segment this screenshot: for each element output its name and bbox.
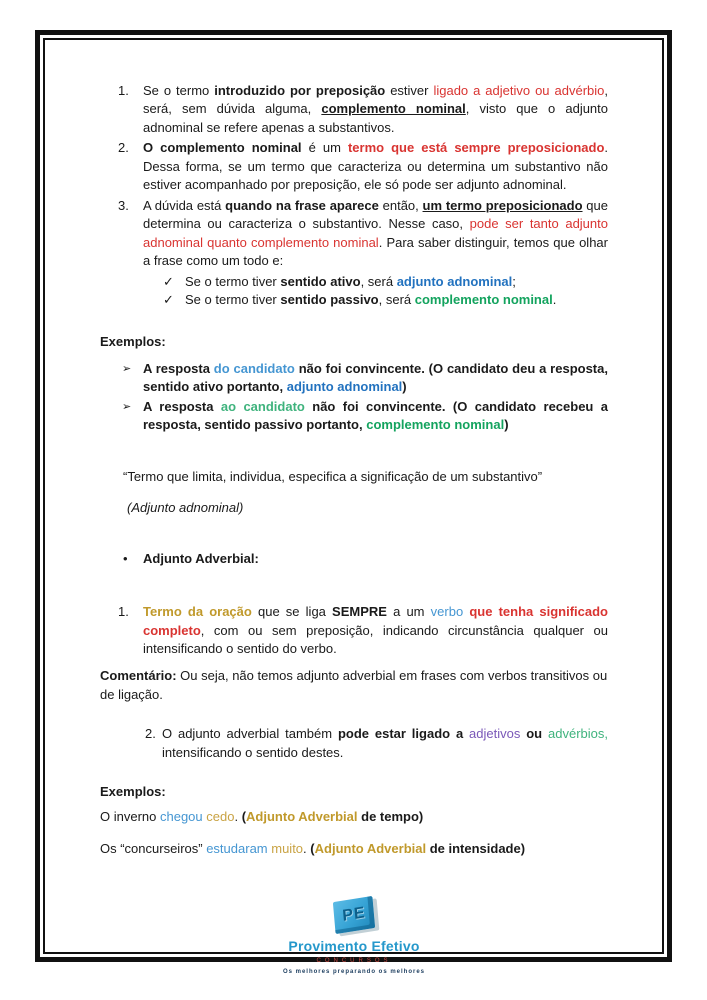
check-list-item xyxy=(163,273,608,291)
list-item-text: Termo da oração que se liga SEMPRE a um verbo que tenha significado completo, com ou sem preposição, indicando circunstância qualquer ou intensificando o sentido do verbo. xyxy=(143,604,608,656)
list-item xyxy=(118,82,608,137)
list-item-number: 3. xyxy=(118,197,129,213)
list-item xyxy=(118,197,608,271)
list-item xyxy=(118,139,608,194)
examples-list xyxy=(100,360,608,435)
logo-tagline: Os melhores preparando os melhores xyxy=(282,968,426,975)
page-inner-border xyxy=(43,38,664,975)
list-item-number: 2. xyxy=(118,140,129,156)
arrow-bullet-icon: ➢ xyxy=(122,362,132,375)
list-item-text: Se o termo introduzido por preposição estiver ligado a adjetivo ou advérbio, será, sem dúvida alguma, complemento nominal, visto que o adjunto adnominal se refere apenas a substantivos. xyxy=(143,83,609,135)
check-list-item xyxy=(163,291,608,309)
list-item xyxy=(118,603,608,658)
example-sentence: O inverno chegou cedo. (Adjunto Adverbial de tempo) xyxy=(100,808,424,824)
section-heading-text: Adjunto Adverbial: xyxy=(143,550,259,566)
footer-logo xyxy=(100,899,608,977)
page-border xyxy=(35,30,672,975)
arrow-bullet-icon: ➢ xyxy=(122,400,132,413)
document-content xyxy=(45,40,662,977)
example-item xyxy=(122,360,608,397)
list-item-text: O adjunto adverbial também pode estar ligado a adjetivos ou advérbios, intensificando o sentido destes. xyxy=(162,726,608,760)
logo-cube-icon xyxy=(333,895,375,933)
check-list-text: Se o termo tiver sentido ativo, será adjunto adnominal; xyxy=(185,273,516,289)
check-list-text: Se o termo tiver sentido passivo, será complemento nominal. xyxy=(185,291,557,307)
logo-name: Provimento Efetivo xyxy=(288,937,420,954)
list-item-number: 1. xyxy=(118,83,129,98)
dot-bullet-icon: • xyxy=(123,550,128,566)
list-item-text: A dúvida está quando na frase aparece então, um termo preposicionado que determina ou caracteriza o substantivo. Nesse caso, pode ser tanto adjunto adnominal quanto complemento nominal. Para saber distinguir, temos que olhar a frase como um todo e: xyxy=(143,197,608,269)
example-item-text: A resposta do candidato não foi convincente. (O candidato deu a resposta, sentido ativo portanto, adjunto adnominal) xyxy=(143,360,608,395)
examples-heading: Exemplos: xyxy=(100,784,166,800)
list-item-number: 2. xyxy=(145,726,156,742)
example-sentence: Os “concurseiros” estudaram muito. (Adjunto Adverbial de intensidade) xyxy=(100,841,526,857)
check-icon: ✓ xyxy=(163,291,174,307)
logo-category: CONCURSOS xyxy=(316,958,392,965)
example-item xyxy=(122,398,608,435)
logo-monogram: PE xyxy=(341,903,367,925)
definition-quote: “Termo que limita, individua, especifica a significação de um substantivo” xyxy=(123,468,543,484)
section-heading xyxy=(123,550,608,568)
list-item-text: O complemento nominal é um termo que está sempre preposicionado. Dessa forma, se um termo que caracteriza ou determina um substantivo não estiver acompanhado por preposição, ele só pode ser adjunto adnominal. xyxy=(143,140,609,193)
list-item xyxy=(145,725,608,762)
quote-attribution: (Adjunto adnominal) xyxy=(127,500,244,516)
list-item-number: 1. xyxy=(118,604,129,620)
example-item-text: A resposta ao candidato não foi convincente. (O candidato recebeu a resposta, sentido passivo portanto, complemento nominal) xyxy=(143,398,608,433)
comment-paragraph: Comentário: Ou seja, não temos adjunto adverbial em frases com verbos transitivos ou de ligação. xyxy=(100,668,608,702)
examples-heading: Exemplos: xyxy=(100,334,166,350)
check-icon: ✓ xyxy=(163,273,174,289)
